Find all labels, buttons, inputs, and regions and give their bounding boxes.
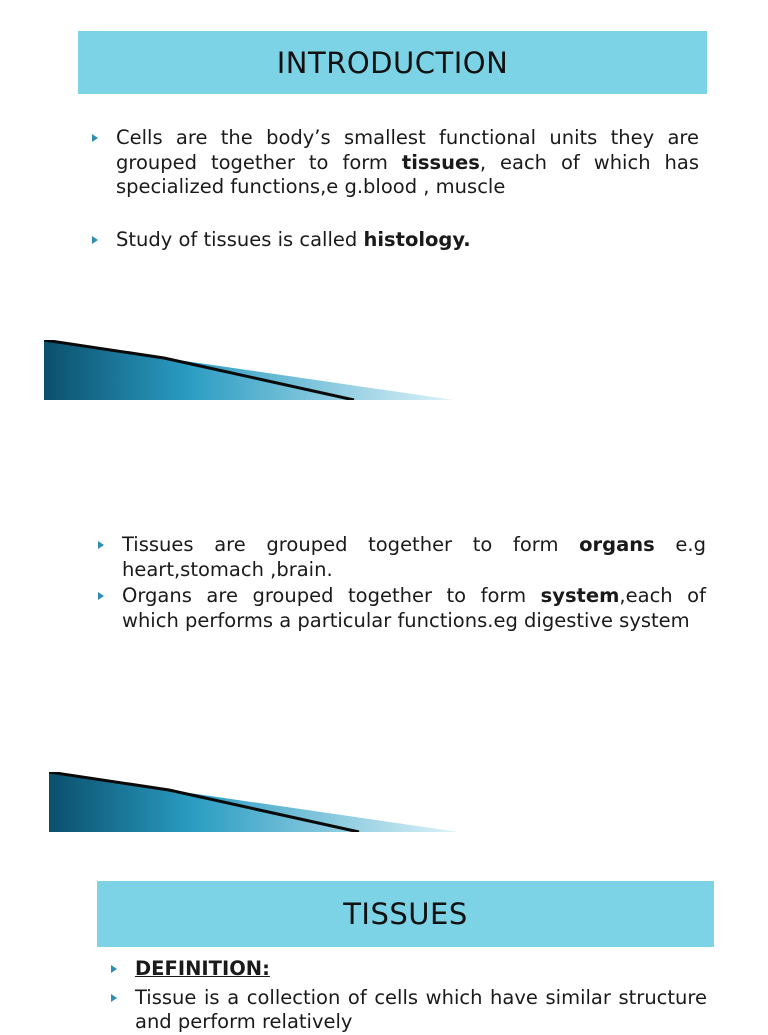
bullet-list <box>92 126 699 252</box>
slide-organs <box>0 400 768 834</box>
swoosh-decoration <box>49 772 469 832</box>
bullet-text: , each of which has specialized functions,e g.blood , muscle <box>116 150 699 198</box>
bullet-emphasis: tissues <box>401 150 480 174</box>
bullet-text: Cells are the body’s smallest functional units they are grouped together to form <box>116 126 699 174</box>
bullet-list <box>111 957 707 1035</box>
bullet-arrow-icon <box>98 541 104 549</box>
swoosh-decoration <box>44 340 464 400</box>
bullet-emphasis: organs <box>579 533 655 556</box>
bullet-arrow-icon <box>111 965 117 973</box>
slide-tissues <box>0 834 768 1033</box>
bullet-arrow-icon <box>98 592 104 600</box>
bullet-text: Organs are grouped together to form <box>122 584 541 607</box>
bullet-item <box>111 957 707 982</box>
slide-title: TISSUES <box>343 897 468 931</box>
bullet-text: Study of tissues is called <box>116 227 364 251</box>
bullet-arrow-icon <box>111 994 117 1002</box>
slide-title-bar <box>97 881 714 947</box>
slide-title-bar <box>78 31 707 94</box>
bullet-emphasis: DEFINITION: <box>135 957 270 980</box>
slide-introduction <box>0 0 768 400</box>
bullet-emphasis: system <box>540 584 620 607</box>
bullet-item <box>98 533 706 582</box>
bullet-emphasis: histology. <box>363 227 471 251</box>
bullet-text: e.g heart,stomach ,brain. <box>122 533 706 581</box>
slide-title: INTRODUCTION <box>276 45 509 80</box>
bullet-text: Tissue is a collection of cells which have similar structure and perform relatively <box>135 985 707 1033</box>
bullet-list <box>98 533 706 633</box>
bullet-arrow-icon <box>92 134 98 142</box>
bullet-item <box>98 584 706 633</box>
bullet-arrow-icon <box>92 236 98 244</box>
bullet-item <box>92 126 699 200</box>
bullet-text: Tissues are grouped together to form <box>122 533 580 556</box>
bullet-item <box>111 986 707 1035</box>
bullet-item <box>92 228 699 253</box>
bullet-text: ,each of which performs a particular functions.eg digestive system <box>122 584 706 632</box>
